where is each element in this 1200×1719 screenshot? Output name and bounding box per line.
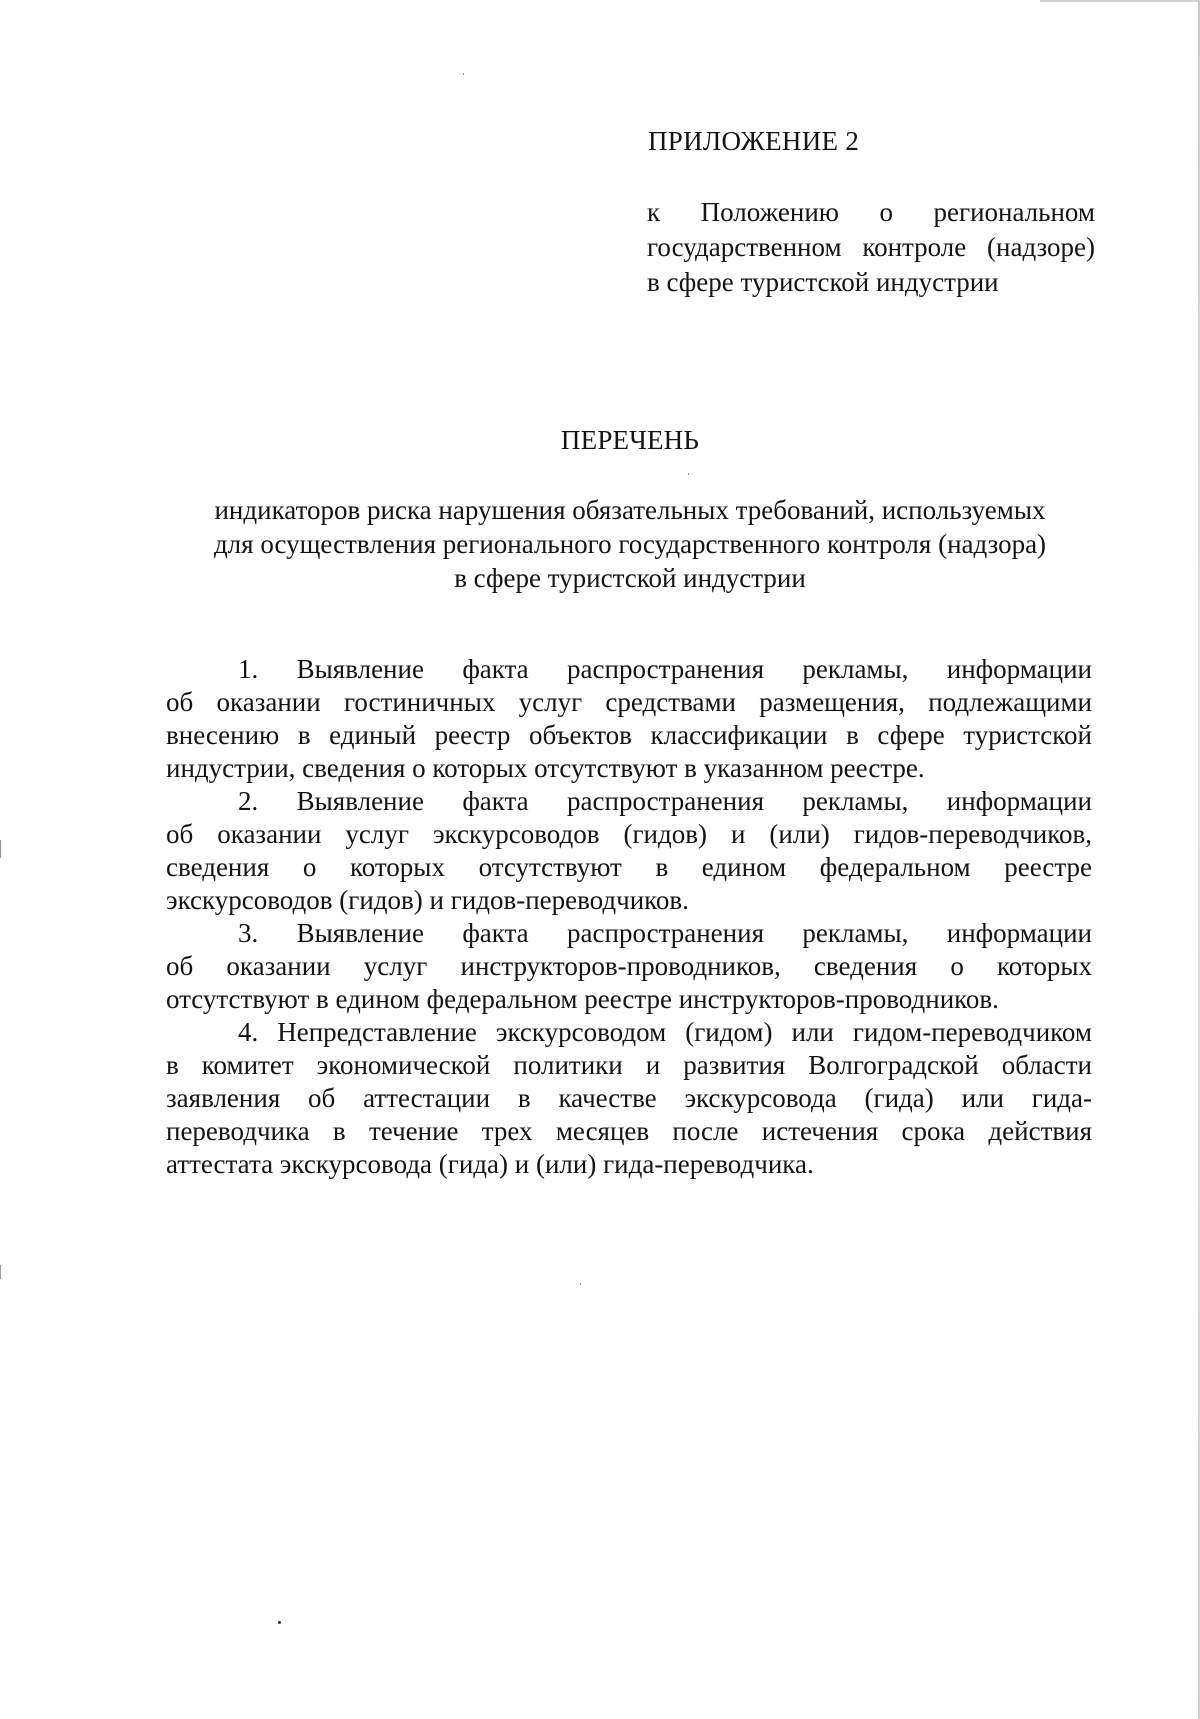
list-item-4-line: 4. Непредставление экскурсоводом (гидом) или гидом-переводчиком bbox=[238, 1017, 1092, 1047]
list-item-1-line: об оказании гостиничных услуг средствами размещения, подлежащими bbox=[166, 687, 1092, 717]
scan-artifact-speck bbox=[580, 1283, 581, 1285]
appendix-reference-line: в сфере туристской индустрии bbox=[647, 267, 999, 297]
appendix-title: ПРИЛОЖЕНИЕ 2 bbox=[648, 126, 860, 156]
scan-artifact-dot bbox=[278, 1621, 281, 1624]
scan-artifact-speck bbox=[688, 473, 689, 475]
document-heading: ПЕРЕЧЕНЬ bbox=[560, 425, 700, 455]
list-item-1-line: внесению в единый реестр объектов классификации в сфере туристской bbox=[166, 720, 1092, 750]
list-item-2-line: экскурсоводов (гидов) и гидов-переводчиков. bbox=[166, 885, 689, 915]
list-item-3-line: отсутствуют в едином федеральном реестре инструкторов-проводников. bbox=[166, 984, 999, 1014]
list-item-4-line: аттестата экскурсовода (гида) и (или) гида-переводчика. bbox=[166, 1149, 814, 1179]
appendix-reference-line: государственном контроле (надзоре) bbox=[647, 232, 1095, 262]
list-item-3-line: 3. Выявление факта распространения рекламы, информации bbox=[238, 918, 1092, 948]
scan-top-edge bbox=[1040, 0, 1200, 2]
subtitle-line: для осуществления регионального государственного контроля (надзора) bbox=[213, 529, 1047, 559]
appendix-reference-line: к Положению о региональном bbox=[647, 197, 1095, 227]
list-item-4-line: заявления об аттестации в качестве экскурсовода (гида) или гида- bbox=[166, 1083, 1092, 1113]
list-item-2-line: об оказании услуг экскурсоводов (гидов) и (или) гидов-переводчиков, bbox=[166, 819, 1092, 849]
subtitle-line: индикаторов риска нарушения обязательных требований, используемых bbox=[214, 495, 1046, 525]
list-item-1-line: индустрии, сведения о которых отсутствуют в указанном реестре. bbox=[166, 753, 925, 783]
list-item-4-line: в комитет экономической политики и развития Волгоградской области bbox=[166, 1050, 1092, 1080]
scan-artifact-speck bbox=[0, 840, 1, 858]
document-subtitle bbox=[140, 493, 1120, 595]
indicator-list bbox=[166, 653, 1092, 1181]
list-item-1-line: 1. Выявление факта распространения рекламы, информации bbox=[238, 654, 1092, 684]
subtitle-line: в сфере туристской индустрии bbox=[454, 563, 806, 593]
scan-artifact-speck bbox=[0, 1265, 1, 1279]
list-item-3-line: об оказании услуг инструкторов-проводников, сведения о которых bbox=[166, 951, 1092, 981]
list-item-2-line: 2. Выявление факта распространения рекламы, информации bbox=[238, 786, 1092, 816]
scan-artifact-speck bbox=[463, 73, 464, 75]
list-item-2-line: сведения о которых отсутствуют в едином федеральном реестре bbox=[166, 852, 1092, 882]
list-item-4-line: переводчика в течение трех месяцев после истечения срока действия bbox=[166, 1116, 1092, 1146]
appendix-reference bbox=[647, 195, 1095, 300]
